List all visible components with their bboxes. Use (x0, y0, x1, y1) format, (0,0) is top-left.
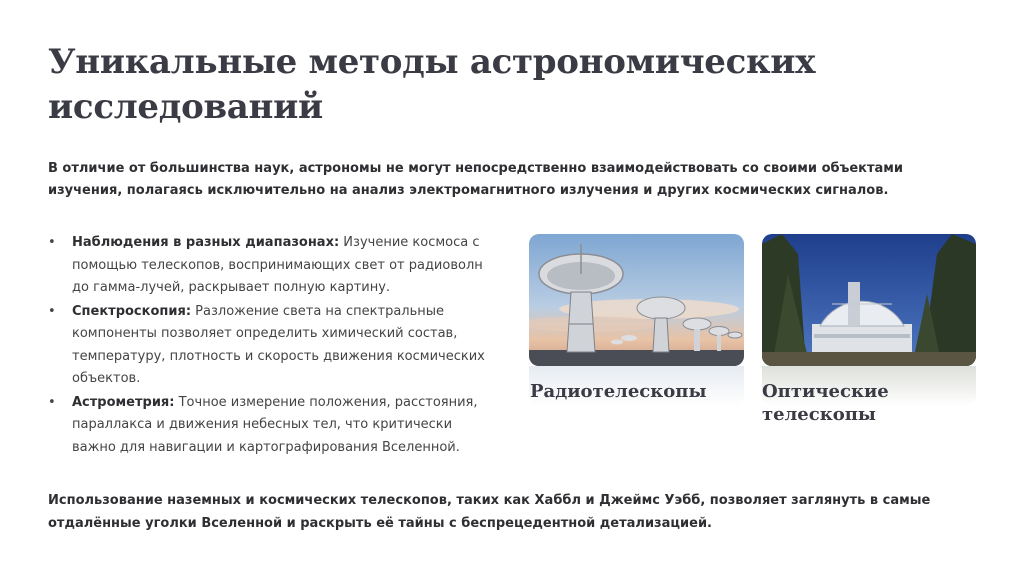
bullet-term: Наблюдения в разных диапазонах: (72, 235, 340, 250)
outro-paragraph: Использование наземных и космических телескопов, таких как Хаббл и Джеймс Уэбб, позволяет заглянуть в самые отдалённые уголки Вселенной и раскрыть её тайны с беспрецедентной детализацией. (48, 493, 931, 531)
bullet-list (48, 232, 498, 460)
caption-optical-telescopes: Оптические телескопы (762, 381, 889, 425)
optical-telescope-image (762, 234, 976, 366)
bullet-item-astrometry (48, 392, 498, 460)
bullet-item-observations (48, 232, 498, 300)
bullet-term: Спектроскопия: (72, 303, 192, 319)
caption-radio-telescopes: Радиотелескопы (530, 381, 707, 402)
bullet-item-spectroscopy (48, 301, 498, 391)
observatory-dome-icon (762, 234, 976, 366)
radio-telescope-icon (529, 234, 744, 366)
slide-title: Уникальные методы астрономических исследований (48, 42, 816, 127)
radio-telescope-image (529, 234, 744, 366)
bullet-text: Разложение света на спектральные компоненты позволяет определить химический состав, температуру, плотность и скорость движения космических объектов. (72, 303, 485, 386)
bullet-text: Изучение космоса с помощью телескопов, воспринимающих свет от радиоволн до гамма-лучей, раскрывает полную картину. (72, 235, 483, 295)
intro-paragraph: В отличие от большинства наук, астрономы не могут непосредственно взаимодействовать со своими объектами изучения, полагаясь исключительно на анализ электромагнитного излучения и других космических сигналов. (48, 161, 904, 198)
bullet-term: Астрометрия: (72, 394, 175, 410)
bullet-text: Точное измерение положения, расстояния, параллакса и движения небесных тел, что критически важно для навигации и картографирования Вселенной. (72, 394, 478, 455)
